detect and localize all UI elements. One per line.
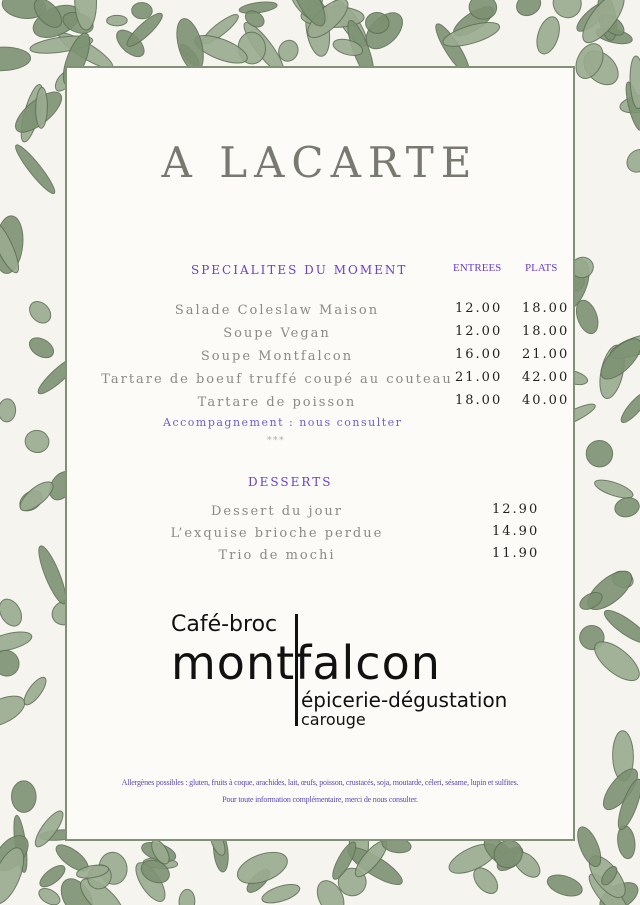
price-entree: 16.00 [455,347,503,362]
specialites-heading: SPECIALITES DU MOMENT [191,263,408,277]
leaf-shape [36,885,63,905]
leaf-shape [107,15,128,26]
allergens-text: Allergènes possibles : gluten, fruits à coque, arachides, lait, œufs, poisson, crustacés, soja, moutarde, céleri, sésame, lupin et sulfites. [121,778,519,787]
leaf-shape [0,595,26,630]
price-entree: 12.00 [455,301,503,316]
menu-title: A LACARTE [161,138,479,187]
menu-card [65,66,575,841]
accompagnement-note: Accompagnement : nous consulter [163,416,403,429]
dessert-price: 14.90 [492,524,540,539]
leaf-shape [0,399,16,423]
leaf-shape [12,142,59,197]
menu-item-name: Soupe Montfalcon [200,349,354,364]
logo-line3: épicerie-dégustation [301,688,508,712]
dessert-name: Trio de mochi [218,548,336,563]
leaf-shape [613,495,640,519]
price-plat: 42.00 [522,370,570,385]
leaf-shape [0,46,31,71]
price-plat: 40.00 [522,393,570,408]
menu-item-name: Salade Coleslaw Maison [174,303,380,318]
price-plat: 18.00 [522,324,570,339]
column-plats: PLATS [525,262,558,274]
leaf-shape [618,389,640,426]
dessert-name: Dessert du jour [211,504,343,519]
leaf-shape [573,824,606,870]
price-entree: 12.00 [455,324,503,339]
menu-item-name: Tartare de poisson [197,395,357,410]
price-entree: 21.00 [455,370,503,385]
logo-line4: carouge [301,710,366,729]
column-entrees: ENTREES [453,262,502,274]
leaf-shape [179,889,196,905]
leaf-shape [622,145,640,177]
leaf-shape [20,674,49,708]
logo-line1: Café-broc [171,612,278,637]
leaf-shape [545,871,585,900]
leaf-shape [25,297,55,327]
leaf-shape [260,881,302,905]
leaf-shape [581,435,618,472]
leaf-shape [616,825,637,860]
separator: *** [267,436,285,446]
leaf-shape [131,2,152,19]
leaf-shape [601,606,640,648]
price-entree: 18.00 [455,393,503,408]
dessert-price: 11.90 [492,546,540,561]
info-text: Pour toute information complémentaire, merci de nous consulter. [222,795,418,804]
desserts-heading: DESSERTS [248,475,333,489]
price-plat: 21.00 [522,347,570,362]
leaf-shape [31,807,68,850]
leaf-shape [0,646,24,681]
menu-item-name: Soupe Vegan [223,326,331,341]
dessert-name: L’exquise brioche perdue [170,526,384,541]
leaf-shape [26,334,57,362]
leaf-shape [513,0,545,20]
menu-item-name: Tartare de boeuf truffé coupé au couteau [101,372,453,387]
leaf-shape [23,428,50,454]
logo-line2: montfalcon [171,636,441,690]
leaf-shape [533,14,564,57]
dessert-price: 12.90 [492,502,540,517]
leaf-shape [11,781,36,813]
price-plat: 18.00 [522,301,570,316]
